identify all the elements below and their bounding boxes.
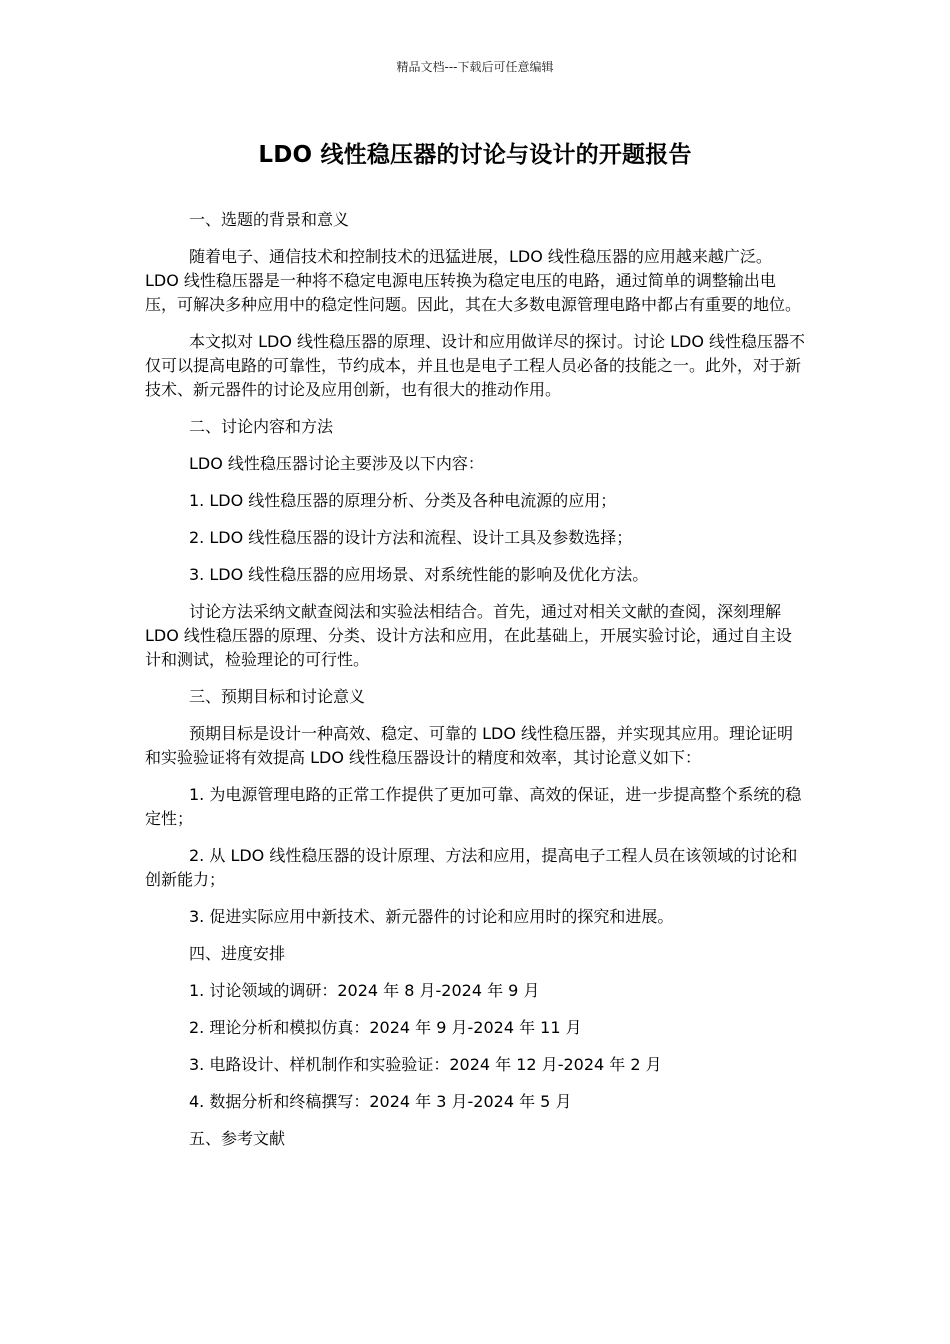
list-item-schedule-2: 2. 理论分析和模拟仿真：2024 年 9 月-2024 年 11 月 <box>189 1018 582 1037</box>
document-body <box>145 208 805 1164</box>
list-item-content-1: 1. LDO 线性稳压器的原理分析、分类及各种电流源的应用； <box>189 491 617 510</box>
section-heading-content-methods: 二、讨论内容和方法 <box>189 417 334 436</box>
document-title: LDO 线性稳压器的讨论与设计的开题报告 <box>258 142 692 168</box>
paragraph-content-intro: LDO 线性稳压器讨论主要涉及以下内容： <box>189 454 484 473</box>
paragraph-methods: 讨论方法采纳文献查阅法和实验法相结合。首先，通过对相关文献的查阅，深刻理解 LDO 线性稳压器的原理、分类、设计方法和应用，在此基础上，开展实验讨论，通过自主设计和测试，检验理论的可行性。 <box>145 602 792 669</box>
section-heading-references: 五、参考文献 <box>189 1129 286 1148</box>
section-heading-schedule: 四、进度安排 <box>189 944 286 963</box>
section-heading-background: 一、选题的背景和意义 <box>189 210 350 229</box>
list-item-content-2: 2. LDO 线性稳压器的设计方法和流程、设计工具及参数选择； <box>189 528 633 547</box>
list-item-schedule-3: 3. 电路设计、样机制作和实验验证：2024 年 12 月-2024 年 2 月 <box>189 1055 662 1074</box>
paragraph-goals: 预期目标是设计一种高效、稳定、可靠的 LDO 线性稳压器，并实现其应用。理论证明和实验验证将有效提高 LDO 线性稳压器设计的精度和效率，其讨论意义如下： <box>145 724 794 767</box>
list-item-significance-1: 1. 为电源管理电路的正常工作提供了更加可靠、高效的保证，进一步提高整个系统的稳定性； <box>145 785 802 828</box>
section-heading-goals: 三、预期目标和讨论意义 <box>189 687 366 706</box>
list-item-content-3: 3. LDO 线性稳压器的应用场景、对系统性能的影响及优化方法。 <box>189 565 649 584</box>
list-item-schedule-4: 4. 数据分析和终稿撰写：2024 年 3 月-2024 年 5 月 <box>189 1092 572 1111</box>
list-item-significance-3: 3. 促进实际应用中新技术、新元器件的讨论和应用时的探究和进展。 <box>189 907 674 926</box>
list-item-schedule-1: 1. 讨论领域的调研：2024 年 8 月-2024 年 9 月 <box>189 981 540 1000</box>
list-item-significance-2: 2. 从 LDO 线性稳压器的设计原理、方法和应用，提高电子工程人员在该领域的讨论和创新能力； <box>145 846 798 889</box>
paragraph-purpose: 本文拟对 LDO 线性稳压器的原理、设计和应用做详尽的探讨。讨论 LDO 线性稳压器不仅可以提高电路的可靠性，节约成本，并且也是电子工程人员必备的技能之一。此外，对于新技术、新元器件的讨论及应用创新，也有很大的推动作用。 <box>145 332 806 399</box>
page-header: 精品文档---下载后可任意编辑 <box>396 60 554 74</box>
paragraph-background: 随着电子、通信技术和控制技术的迅猛进展，LDO 线性稳压器的应用越来越广泛。LDO 线性稳压器是一种将不稳定电源电压转换为稳定电压的电路，通过简单的调整输出电压，可解决多种应用中的稳定性问题。因此，其在大多数电源管理电路中都占有重要的地位。 <box>145 247 802 314</box>
